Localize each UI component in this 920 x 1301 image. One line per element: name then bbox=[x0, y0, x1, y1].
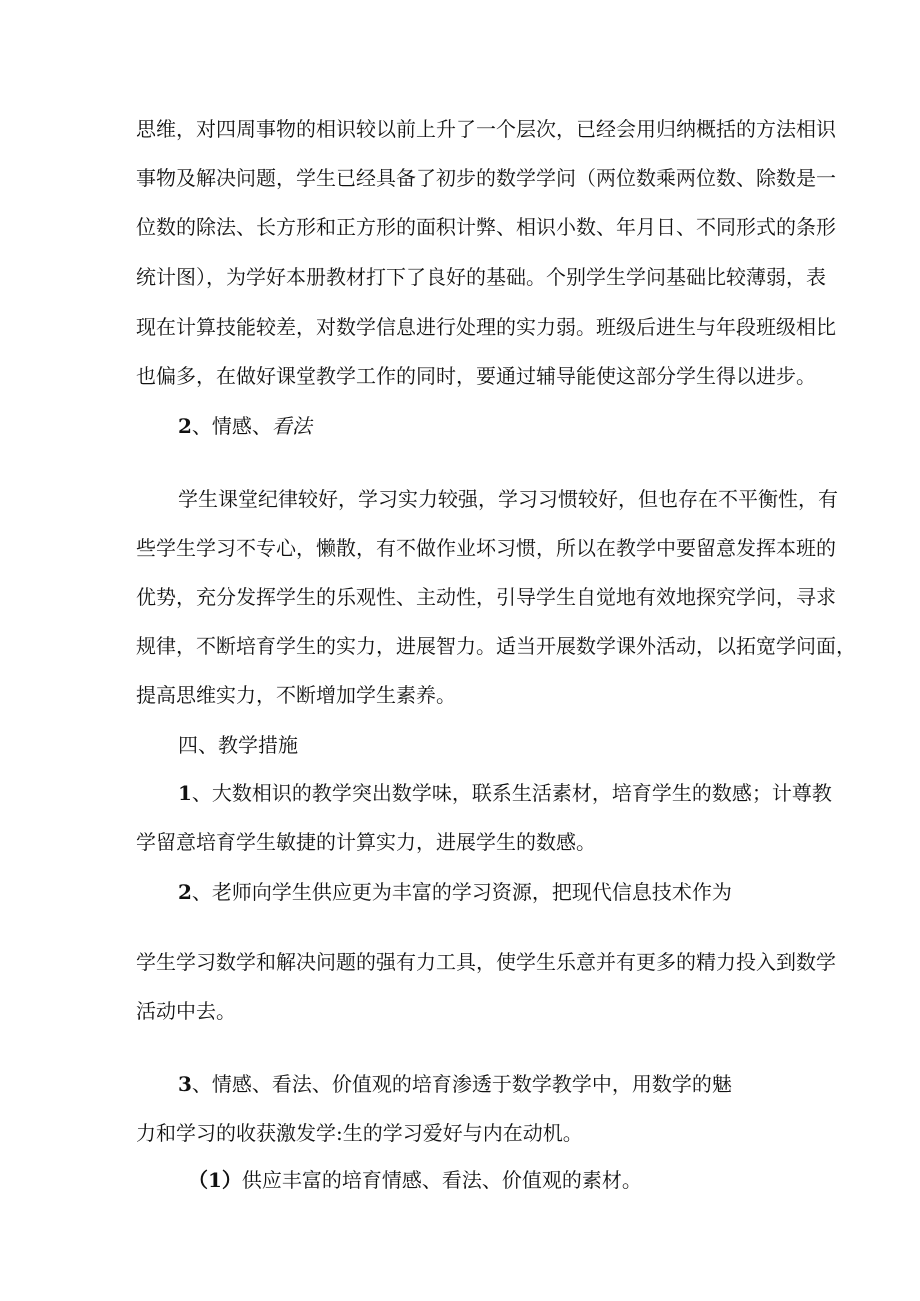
sub-item-number: （1） bbox=[188, 1168, 242, 1192]
heading-number: 2 bbox=[178, 414, 192, 438]
section-title: 四、教学措施 bbox=[178, 733, 298, 757]
heading-italic-text: 看法 bbox=[271, 414, 312, 438]
list-item-line bbox=[178, 880, 732, 904]
paragraph-line: 些学生学习不专心，懒散，有不做作业坏习惯，所以在教学中要留意发挥本班的 bbox=[136, 536, 836, 560]
paragraph-line: 学生课堂纪律较好，学习实力较强，学习习惯较好，但也存在不平衡性，有 bbox=[178, 487, 838, 511]
paragraph-line: 位数的除法、长方形和正方形的面积计弊、相识小数、年月日、不同形式的条形 bbox=[136, 215, 836, 239]
item-text: 、情感、看法、价值观的培育渗透于数学教学中，用数学的魅 bbox=[191, 1072, 732, 1096]
item-number: 2 bbox=[178, 880, 192, 904]
item-text: 、大数相识的教学突出数学味，联系生活素材，培育学生的数感；计尊教 bbox=[191, 781, 832, 805]
sub-list-item bbox=[188, 1168, 642, 1192]
list-item-line bbox=[178, 1072, 732, 1096]
paragraph-line: 规律，不断培育学生的实力，进展智力。适当开展数学课外活动，以拓宽学问面， bbox=[136, 634, 856, 658]
paragraph-line: 事物及解决问题，学生已经具备了初步的数学学问（两位数乘两位数、除数是一 bbox=[136, 166, 836, 190]
item-text: 、老师向学生供应更为丰富的学习资源，把现代信息技术作为 bbox=[191, 880, 732, 904]
paragraph-line: 统计图），为学好本册教材打下了良好的基础。个别学生学问基础比较薄弱，表 bbox=[136, 265, 826, 289]
paragraph-line: 也偏多，在做好课堂教学工作的同时，要通过辅导能使这部分学生得以进步。 bbox=[136, 364, 816, 388]
list-item-line: 力和学习的收获激发学:生的学习爱好与内在动机。 bbox=[136, 1121, 583, 1145]
item-number: 3 bbox=[178, 1072, 192, 1096]
heading-text: 、情感、 bbox=[191, 414, 272, 438]
paragraph-line: 提高思维实力，不断增加学生素养。 bbox=[136, 683, 456, 707]
list-item-line: 活动中去。 bbox=[136, 999, 236, 1023]
item-number: 1 bbox=[178, 781, 192, 805]
list-item-line: 学生学习数学和解决问题的强有力工具，使学生乐意并有更多的精力投入到数学 bbox=[136, 950, 836, 974]
sub-item-text: 供应丰富的培育情感、看法、价值观的素材。 bbox=[241, 1168, 642, 1192]
section-heading bbox=[178, 414, 312, 438]
list-item-line: 学留意培育学生敏捷的计算实力，进展学生的数感。 bbox=[136, 830, 596, 854]
list-item-line bbox=[178, 781, 832, 805]
paragraph-line: 现在计算技能较差，对数学信息进行处理的实力弱。班级后进生与年段班级相比 bbox=[136, 315, 836, 339]
paragraph-line: 思维，对四周事物的相识较以前上升了一个层次，已经会用归纳概括的方法相识 bbox=[136, 117, 836, 141]
paragraph-line: 优势，充分发挥学生的乐观性、主动性，引导学生自觉地有效地探究学问，寻求 bbox=[136, 585, 836, 609]
